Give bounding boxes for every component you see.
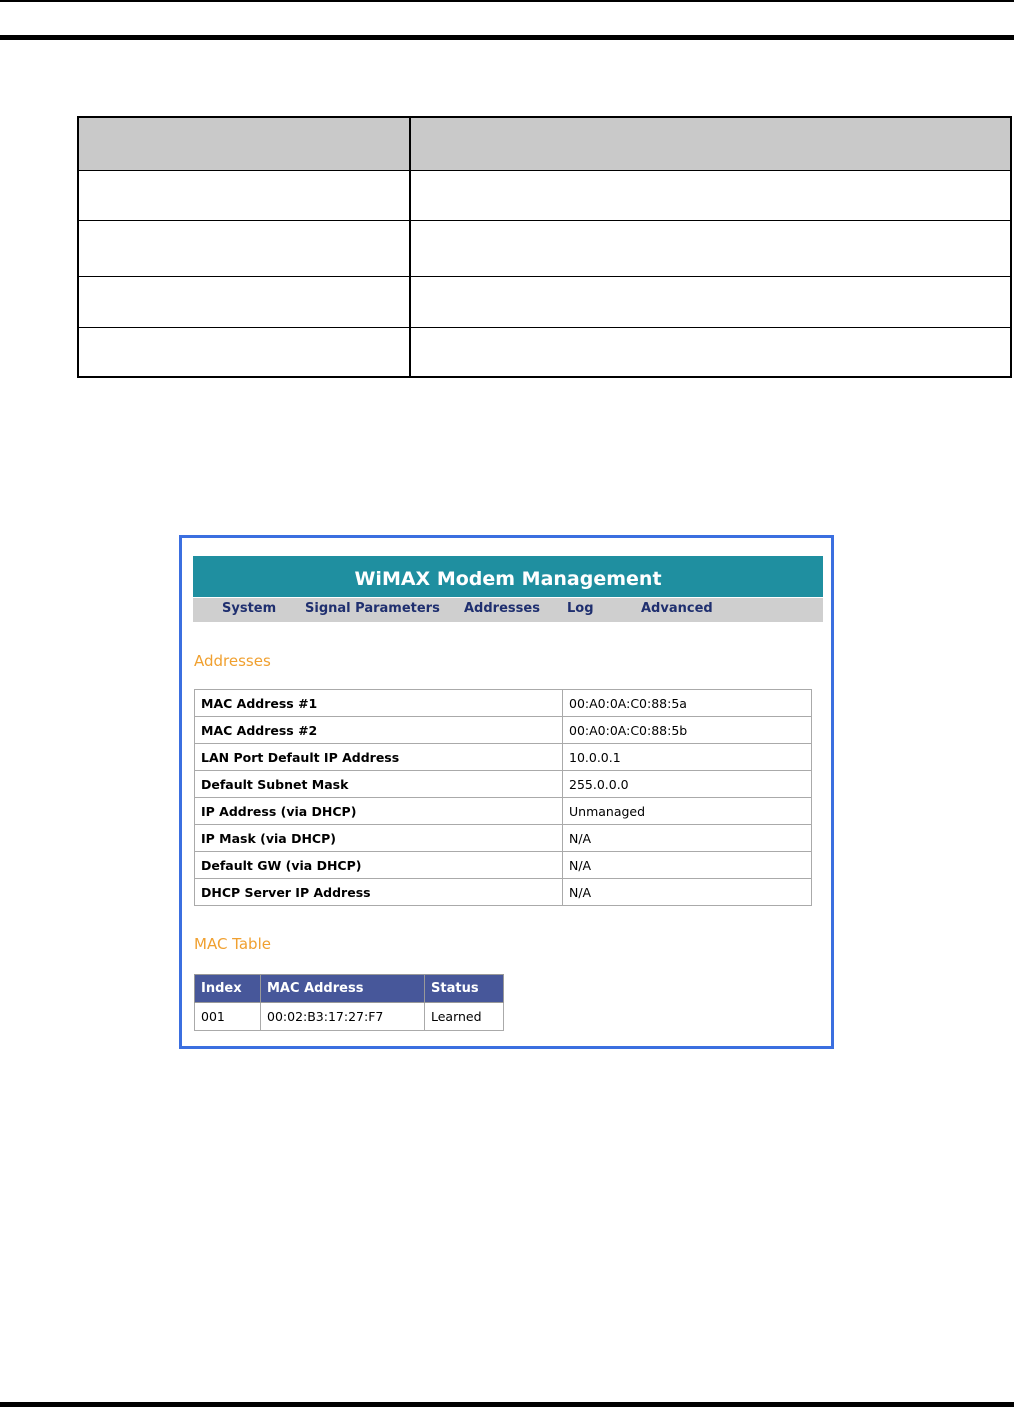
address-label: Default Subnet Mask bbox=[195, 771, 563, 798]
nav-system[interactable]: System bbox=[222, 601, 277, 616]
column-header-index: Index bbox=[195, 975, 261, 1003]
document-table-cell bbox=[410, 171, 1011, 221]
document-table-cell bbox=[78, 277, 410, 328]
table-row bbox=[195, 852, 812, 879]
address-label: MAC Address #1 bbox=[195, 690, 563, 717]
mac-address-cell: 00:02:B3:17:27:F7 bbox=[261, 1003, 425, 1031]
address-value: Unmanaged bbox=[563, 798, 812, 825]
table-row bbox=[195, 825, 812, 852]
addresses-heading: Addresses bbox=[194, 652, 271, 670]
address-label: Default GW (via DHCP) bbox=[195, 852, 563, 879]
column-header-mac-address: MAC Address bbox=[261, 975, 425, 1003]
address-label: DHCP Server IP Address bbox=[195, 879, 563, 906]
document-table-row bbox=[78, 221, 1011, 277]
document-table-header-row bbox=[78, 117, 1011, 171]
document-table-row bbox=[78, 171, 1011, 221]
address-value: 255.0.0.0 bbox=[563, 771, 812, 798]
mac-table-header-row bbox=[195, 975, 504, 1003]
footer-rule-thick bbox=[0, 1402, 1014, 1407]
document-table bbox=[77, 116, 1012, 378]
nav-log[interactable]: Log bbox=[567, 601, 594, 616]
document-table-header-cell bbox=[410, 117, 1011, 171]
addresses-table bbox=[194, 689, 812, 906]
mac-index-cell: 001 bbox=[195, 1003, 261, 1031]
address-value: 00:A0:0A:C0:88:5b bbox=[563, 717, 812, 744]
table-row bbox=[195, 771, 812, 798]
document-table-cell bbox=[410, 277, 1011, 328]
address-value: N/A bbox=[563, 825, 812, 852]
document-table-cell bbox=[410, 221, 1011, 277]
document-table-row bbox=[78, 277, 1011, 328]
table-row bbox=[195, 744, 812, 771]
address-label: MAC Address #2 bbox=[195, 717, 563, 744]
table-row bbox=[195, 1003, 504, 1031]
column-header-status: Status bbox=[425, 975, 504, 1003]
mac-table-heading: MAC Table bbox=[194, 935, 271, 953]
table-row bbox=[195, 879, 812, 906]
modem-screenshot-frame bbox=[179, 535, 834, 1049]
document-table-cell bbox=[78, 171, 410, 221]
address-label: IP Address (via DHCP) bbox=[195, 798, 563, 825]
document-table-header-cell bbox=[78, 117, 410, 171]
document-table-row bbox=[78, 328, 1011, 378]
app-title-banner: WiMAX Modem Management bbox=[193, 556, 823, 597]
nav-signal-parameters[interactable]: Signal Parameters bbox=[305, 601, 440, 616]
address-label: LAN Port Default IP Address bbox=[195, 744, 563, 771]
header-rule-thick bbox=[0, 35, 1014, 40]
table-row bbox=[195, 690, 812, 717]
mac-table bbox=[194, 974, 504, 1031]
main-nav bbox=[193, 598, 823, 622]
table-row bbox=[195, 717, 812, 744]
address-value: N/A bbox=[563, 852, 812, 879]
mac-status-cell: Learned bbox=[425, 1003, 504, 1031]
document-table-cell bbox=[78, 221, 410, 277]
address-label: IP Mask (via DHCP) bbox=[195, 825, 563, 852]
address-value: N/A bbox=[563, 879, 812, 906]
address-value: 00:A0:0A:C0:88:5a bbox=[563, 690, 812, 717]
document-table-cell bbox=[410, 328, 1011, 378]
table-row bbox=[195, 798, 812, 825]
address-value: 10.0.0.1 bbox=[563, 744, 812, 771]
nav-advanced[interactable]: Advanced bbox=[641, 601, 713, 616]
nav-addresses[interactable]: Addresses bbox=[464, 601, 540, 616]
document-table-cell bbox=[78, 328, 410, 378]
header-rule-thin bbox=[0, 0, 1014, 2]
